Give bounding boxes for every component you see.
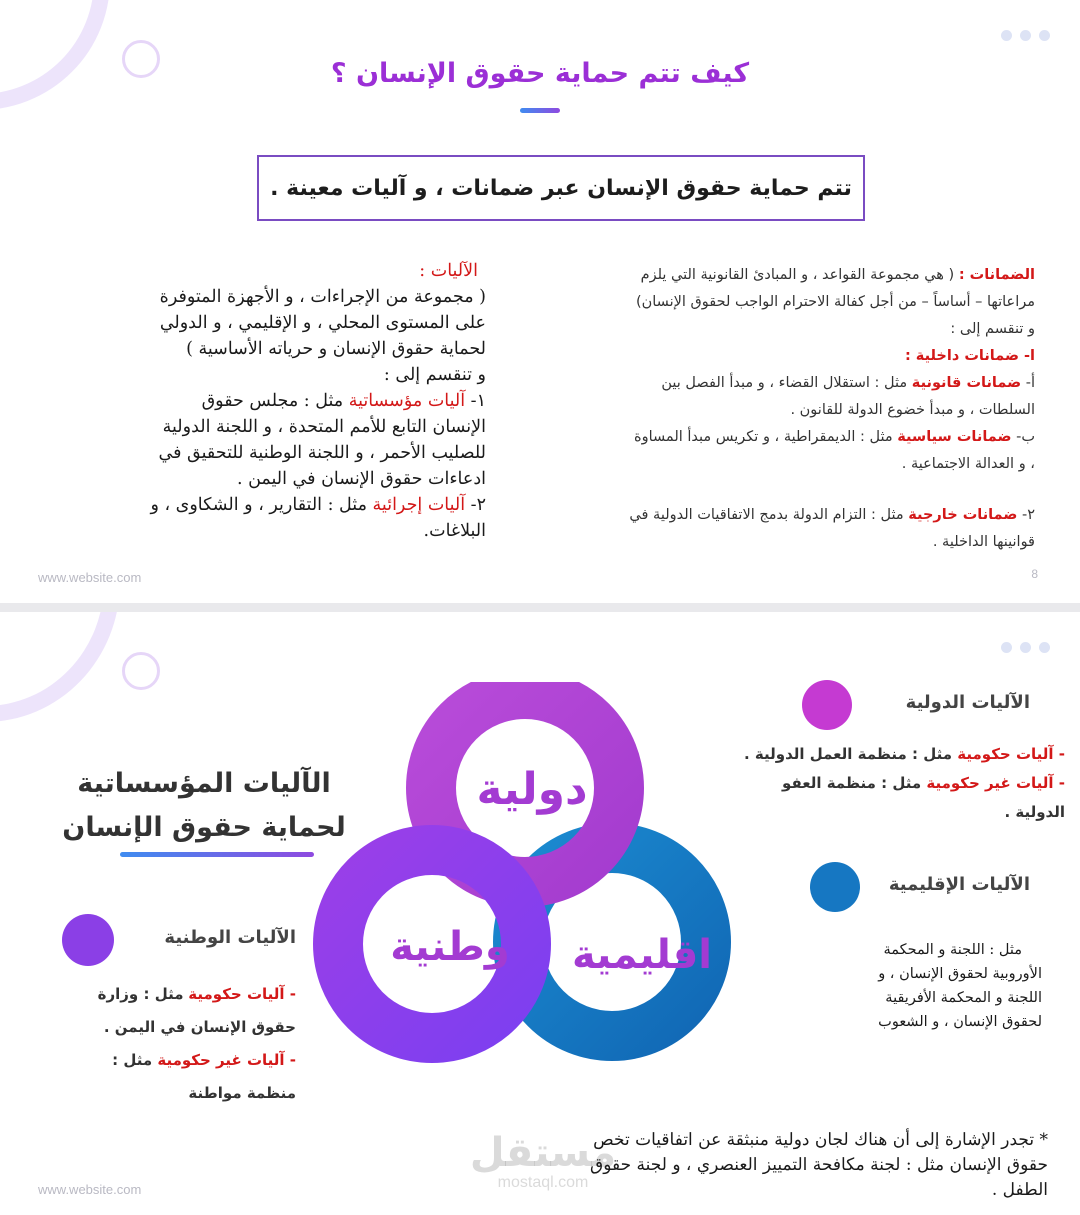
guarantees-definition: ( هي مجموعة القواعد ، و المبادئ القانونية التي يلزم: [640, 267, 955, 283]
international-title: الآليات الدولية: [905, 692, 1030, 713]
mechanisms-line: على المستوى المحلي ، و الإقليمي ، و الدولي: [159, 313, 486, 333]
footnote: [466, 1128, 1048, 1203]
title-underline: [520, 108, 560, 113]
decorative-arc: [0, 0, 110, 110]
footer-url: www.website.com: [38, 570, 142, 585]
mechanisms-line: ( مجموعة من الإجراءات ، و الأجهزة المتوفرة: [159, 287, 486, 307]
mechanisms-line: لحماية حقوق الإنسان و حرياته الأساسية ): [186, 339, 486, 359]
external-guarantees-text-cont: قوانينها الداخلية .: [932, 534, 1035, 550]
procedural-mechanisms-label: آليات إجرائية: [372, 495, 466, 515]
political-guarantees-text: مثل : الديمقراطية ، و تكريس مبدأ المساوة: [633, 429, 898, 445]
national-nongov-text-cont: منظمة مواطنة: [188, 1084, 296, 1102]
title-underline: [120, 852, 314, 857]
national-title: الآليات الوطنية: [164, 927, 296, 948]
dots-menu-icon: [1001, 642, 1050, 653]
procedural-mechanisms-text: مثل : التقارير ، و الشكاوى ، و: [150, 495, 373, 515]
procedural-mechanisms-text: البلاغات.: [423, 521, 486, 541]
regional-text: لحقوق الإنسان ، و الشعوب: [878, 1014, 1042, 1030]
national-body: [80, 978, 296, 1110]
institutional-mechanisms-label: آليات مؤسساتية: [348, 391, 466, 411]
legal-prefix: أ-: [1021, 375, 1035, 391]
mechanisms-section: [62, 258, 486, 544]
international-nongov-label: - آليات غير حكومية: [926, 774, 1065, 792]
national-gov-label: - آليات حكومية: [188, 985, 296, 1003]
political-prefix: ب-: [1011, 429, 1035, 445]
guarantees-label: الضمانات :: [958, 267, 1035, 283]
watermark-text: مستقل: [469, 1130, 617, 1176]
international-nongov-text: مثل : منظمة العفو: [782, 774, 927, 792]
national-gov-text-cont: حقوق الإنسان في اليمن .: [103, 1018, 296, 1036]
mechanisms-label: الآليات :: [419, 261, 478, 281]
international-nongov-text-cont: الدولية .: [1004, 803, 1065, 821]
boxed-statement: تتم حماية حقوق الإنسان عبر ضمانات ، و آليات معينة .: [257, 155, 865, 221]
external-prefix: ٢-: [1017, 507, 1035, 523]
guarantees-section: [560, 262, 1035, 556]
slide-title: [60, 762, 348, 850]
watermark-url: mostaql.com: [497, 1174, 589, 1191]
page-title: كيف تتم حماية حقوق الإنسان ؟: [330, 58, 750, 89]
institutional-mechanisms-text: الإنسان التابع للأمم المتحدة ، و اللجنة الدولية: [162, 417, 486, 437]
regional-body: [820, 938, 1042, 1034]
footnote-line: الطفل .: [991, 1180, 1048, 1200]
political-guarantees-text-cont: ، و العدالة الاجتماعية .: [901, 456, 1035, 472]
international-gov-label: - آليات حكومية: [957, 745, 1065, 763]
slide-title-line-1: الآليات المؤسساتية: [77, 768, 331, 799]
national-nongov-text: مثل :: [112, 1051, 158, 1069]
legal-guarantees-label: ضمانات قانونية: [911, 375, 1022, 391]
national-bullet-icon: [62, 914, 114, 966]
slide-title-line-2: لحماية حقوق الإنسان: [62, 812, 346, 843]
legal-guarantees-text-cont: السلطات ، و مبدأ خضوع الدولة للقانون .: [790, 402, 1035, 418]
slide-9: [0, 612, 1080, 1215]
international-bullet-icon: [802, 680, 852, 730]
ring-label-international: دولية: [476, 764, 588, 815]
footnote-line: حقوق الإنسان مثل : لجنة مكافحة التمييز العنصري ، و لجنة حقوق: [590, 1155, 1048, 1175]
footer-url: www.website.com: [38, 1182, 142, 1197]
internal-guarantees-heading: ا- ضمانات داخلية :: [904, 348, 1035, 364]
page-number: 8: [1031, 567, 1038, 581]
international-gov-text: مثل : منظمة العمل الدولية .: [743, 745, 958, 763]
institutional-mechanisms-text: مثل : مجلس حقوق: [201, 391, 349, 411]
political-guarantees-label: ضمانات سياسية: [897, 429, 1012, 445]
decorative-ring: [122, 652, 160, 690]
national-nongov-label: - آليات غير حكومية: [157, 1051, 296, 1069]
guarantees-definition-cont: مراعاتها – أساساً – من أجل كفالة الاحترام الواجب لحقوق الإنسان): [635, 294, 1035, 310]
regional-text: اللجنة و المحكمة الأفريقية: [885, 990, 1042, 1006]
slide-8: [0, 0, 1080, 603]
institutional-mechanisms-text: للصليب الأحمر ، و اللجنة الوطنية للتحقيق في: [158, 443, 486, 463]
inst-prefix: ١-: [465, 391, 486, 411]
external-guarantees-label: ضمانات خارجية: [908, 507, 1018, 523]
legal-guarantees-text: مثل : استقلال القضاء ، و مبدأ الفصل بين: [661, 375, 912, 391]
national-gov-text: مثل : وزارة: [97, 985, 184, 1003]
ring-label-national: وطنية: [390, 924, 510, 970]
proc-prefix: ٢-: [465, 495, 486, 515]
institutional-mechanisms-text: ادعاءات حقوق الإنسان في اليمن .: [236, 469, 486, 489]
regional-bullet-icon: [810, 862, 860, 912]
regional-title: الآليات الإقليمية: [888, 874, 1030, 895]
decorative-arc: [0, 612, 120, 722]
guarantees-divided: و تنقسم إلى :: [950, 321, 1035, 337]
dots-menu-icon: [1001, 30, 1050, 41]
mechanisms-ring-diagram: [310, 682, 750, 1102]
footnote-line: * تجدر الإشارة إلى أن هناك لجان دولية منبثقة عن اتفاقيات تخص: [593, 1130, 1048, 1150]
regional-text: الأوروبية لحقوق الإنسان ، و: [878, 966, 1042, 982]
ring-label-regional: اقليمية: [572, 932, 712, 978]
regional-text: مثل : اللجنة و المحكمة: [883, 942, 1022, 958]
mechanisms-line: و تنقسم إلى :: [383, 365, 486, 385]
external-guarantees-text: مثل : التزام الدولة بدمج الاتفاقيات الدولية في: [629, 507, 909, 523]
international-body: [735, 740, 1065, 827]
